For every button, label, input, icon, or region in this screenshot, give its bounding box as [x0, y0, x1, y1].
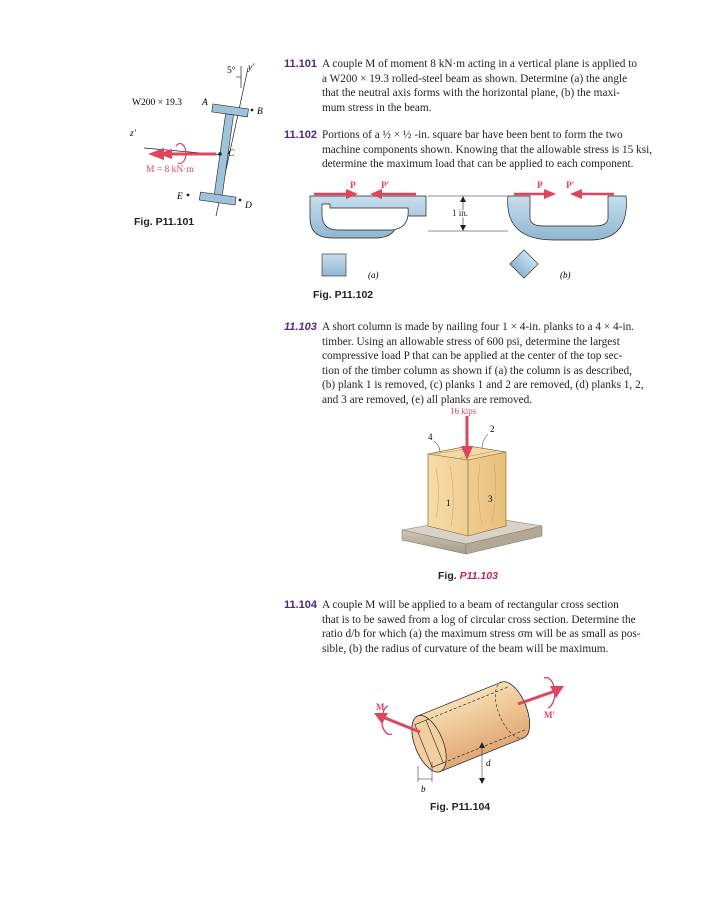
point-d	[239, 199, 242, 202]
figure-caption-p11-104: Fig. P11.104	[430, 801, 491, 813]
plank-label-4: 4	[428, 432, 433, 442]
figure-p11-104	[368, 658, 568, 798]
angle-label: 5°	[227, 66, 236, 76]
plank-label-2: 2	[490, 424, 495, 434]
caption-prefix: Fig.	[438, 570, 460, 582]
point-label-a: A	[202, 98, 208, 108]
figure-caption-p11-102: Fig. P11.102	[313, 289, 374, 301]
moment-label: M = 8 kN·m	[146, 165, 194, 175]
moment-label-m: M	[376, 702, 385, 712]
load-label-p-b: P	[537, 181, 543, 191]
load-label-pp-a: P′	[381, 181, 390, 191]
y-axis-label: y′	[248, 63, 255, 73]
problem-line: ratio d/b for which (a) the maximum stress σm will be as small as pos-	[322, 628, 641, 640]
problem-line: and 3 are removed, (e) all planks are removed.	[322, 393, 533, 406]
problem-line: tion of the timber column as shown if (a) the column is as described,	[322, 364, 632, 377]
problem-number: 11.102	[284, 129, 318, 141]
log	[405, 677, 537, 777]
figure-p11-103	[396, 408, 546, 568]
dim-label: 1 in.	[452, 208, 469, 218]
problem-line: Portions of a ½ × ½ -in. square bar have been bent to form the two	[322, 129, 623, 141]
problem-line: timber. Using an allowable stress of 600 psi, determine the largest	[322, 335, 620, 348]
dim-label-b: b	[421, 784, 426, 794]
problem-line: (b) plank 1 is removed, (c) planks 1 and 2 are removed, (d) planks 1, 2,	[322, 379, 644, 391]
problem-line: A couple M of moment 8 kN·m acting in a vertical plane is applied to	[322, 58, 637, 70]
point-label-c: C	[228, 149, 235, 159]
section-label: W200 × 19.3	[132, 98, 182, 108]
figure-p11-102	[308, 174, 648, 290]
point-c	[218, 152, 221, 155]
plank-label-1: 1	[446, 498, 451, 508]
component-label-b: (b)	[560, 270, 571, 280]
load-arrowhead-p-b	[544, 189, 556, 199]
problem-number: 11.103	[284, 321, 317, 333]
moment-label-mp: M′	[544, 710, 556, 720]
component-label-a: (a)	[368, 270, 379, 280]
problem-line: A short column is made by nailing four 1 × 4-in. planks to a 4 × 4-in.	[322, 321, 635, 333]
problem-line: mum stress in the beam.	[322, 101, 432, 114]
figure-caption-p11-101: Fig. P11.101	[134, 216, 195, 228]
load-label-pp-b: P′	[566, 181, 575, 191]
z-axis-label: z′	[130, 129, 136, 139]
problem-line: machine components shown. Knowing that the allowable stress is 15 ksi,	[322, 143, 653, 156]
cross-section-b	[510, 250, 538, 278]
dim-d-arrow-bottom	[479, 778, 485, 784]
dim-arrowhead-bottom	[460, 225, 466, 231]
problem-11-102	[284, 128, 656, 172]
dim-label-d: d	[486, 758, 491, 768]
moment-arrow-mp	[518, 690, 558, 704]
point-e	[187, 194, 190, 197]
problem-line: A couple M will be applied to a beam of rectangular cross section	[322, 599, 619, 611]
caption-number: P11.103	[459, 570, 498, 582]
problem-11-103	[284, 320, 656, 407]
problem-11-101	[284, 57, 656, 115]
plank-label-3: 3	[488, 494, 493, 504]
problem-line: a W200 × 19.3 rolled-steel beam as shown. Determine (a) the angle	[322, 72, 628, 85]
component-a-inner	[322, 204, 408, 230]
point-b	[251, 109, 254, 112]
cross-section-a	[322, 254, 346, 276]
point-label-d: D	[245, 201, 252, 211]
point-label-b: B	[257, 107, 263, 117]
problem-number: 11.101	[284, 58, 318, 70]
point-label-e: E	[177, 192, 183, 202]
problem-number: 11.104	[284, 599, 318, 611]
problem-line: compressive load P that can be applied at the center of the top sec-	[322, 350, 623, 362]
dim-arrowhead-top	[460, 196, 466, 202]
component-b	[508, 196, 627, 240]
problem-line: determine the maximum load that can be applied to each component.	[322, 158, 634, 170]
figure-caption-p11-103	[438, 570, 498, 582]
problem-line: that the neutral axis forms with the horizontal plane, (b) the maxi-	[322, 87, 621, 99]
figure-p11-101	[120, 58, 280, 228]
leader-4	[434, 441, 440, 452]
problem-line: sible, (b) the radius of curvature of the beam will be maximum.	[322, 642, 609, 655]
problem-line: that is to be sawed from a log of circular cross section. Determine the	[322, 613, 636, 626]
leader-2	[482, 434, 488, 448]
load-label-p-a: P	[350, 181, 356, 191]
problem-11-104	[284, 598, 656, 656]
load-label: 16 kips	[450, 408, 477, 416]
